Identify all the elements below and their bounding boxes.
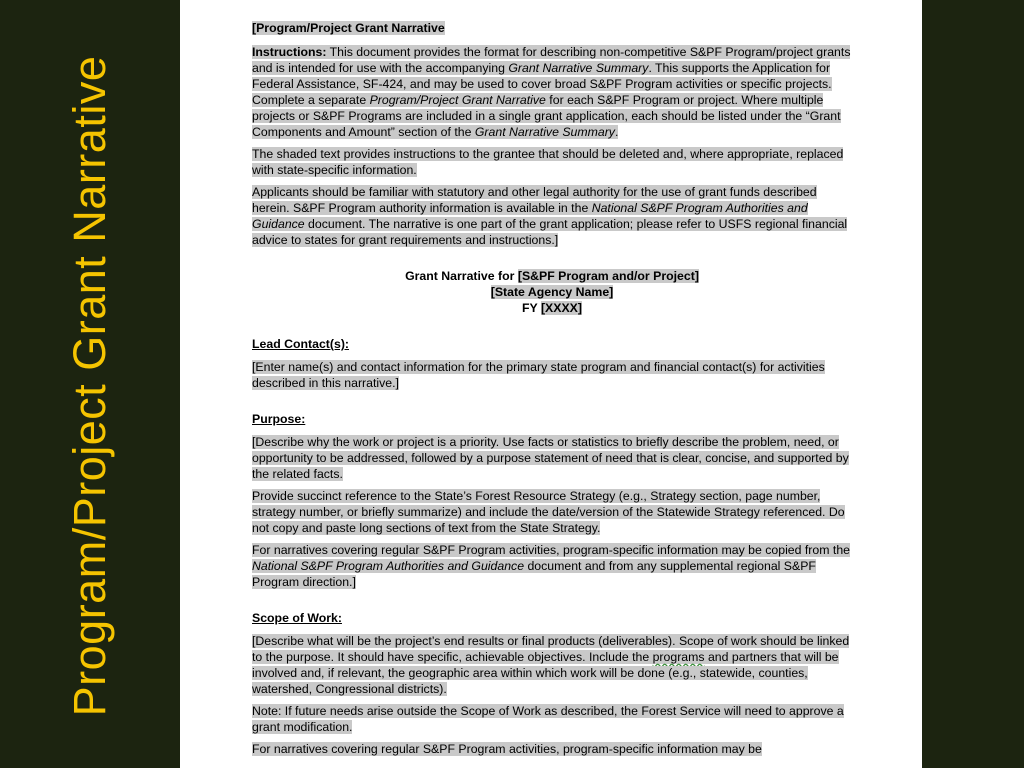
lead-contact-heading: Lead Contact(s): xyxy=(252,337,350,351)
slide-title-panel xyxy=(0,0,180,768)
purpose-paragraph-2: Provide succinct reference to the State’s Forest Resource Strategy (e.g., Strategy section, page number, strategy number, or briefly summarize) and include the date/version of the Statewide Strategy referenced. Do not copy and paste long sections of text from the State Strategy. xyxy=(252,489,845,535)
scope-of-work-heading: Scope of Work: xyxy=(252,611,342,625)
purpose-heading: Purpose: xyxy=(252,412,306,426)
authority-paragraph: Applicants should be familiar with statutory and other legal authority for the use of grant funds described herein. S&PF Program authority information is available in the National S&PF Program Authorities and Guidance document. The narrative is one part of the grant application; please refer to USFS regional financial advice to states for grant requirements and instructions.] xyxy=(252,185,848,247)
spellcheck-word: programs xyxy=(652,650,705,664)
document-heading: [Program/Project Grant Narrative xyxy=(252,21,445,35)
agency-placeholder: [State Agency Name] xyxy=(490,285,614,299)
narrative-title-block: Grant Narrative for [S&PF Program and/or Project] [State Agency Name] FY [XXXX] xyxy=(405,269,699,315)
program-placeholder: [S&PF Program and/or Project] xyxy=(517,269,699,283)
document-content xyxy=(252,20,852,763)
shaded-text-note: The shaded text provides instructions to the grantee that should be deleted and, where appropriate, replaced with state-specific information. xyxy=(252,147,844,177)
right-margin-panel xyxy=(922,0,1024,768)
document-page xyxy=(180,0,922,768)
scope-paragraph-1: [Describe what will be the project’s end results or final products (deliverables). Scope of work should be linked to the purpose. It should have specific, achievable objectives. Include the programs and partners that will be involved and, if relevant, the geographic area within which work will be done (e.g., statewide, counties, watershed, Congressional districts). xyxy=(252,634,850,696)
purpose-paragraph-3: For narratives covering regular S&PF Program activities, program-specific information may be copied from the National S&PF Program Authorities and Guidance document and from any supplemental regional S&PF Program direction.] xyxy=(252,543,850,589)
scope-paragraph-3: For narratives covering regular S&PF Program activities, program-specific information may be xyxy=(252,742,762,756)
fiscal-year-placeholder: [XXXX] xyxy=(540,301,582,315)
instructions-label: Instructions: xyxy=(252,45,327,59)
slide-title: Program/Project Grant Narrative xyxy=(64,55,115,717)
purpose-paragraph-1: [Describe why the work or project is a priority. Use facts or statistics to briefly describe the problem, need, or opportunity to be addressed, followed by a purpose statement of need that is clear, concise, and supported by the related facts. xyxy=(252,435,849,481)
instructions-paragraph: Instructions: This document provides the format for describing non-competitive S&PF Program/project grants and is intended for use with the accompanying Grant Narrative Summary. This supports the Application for Federal Assistance, SF-424, and may be used to cover broad S&PF Program activities or specific projects. Complete a separate Program/Project Grant Narrative for each S&PF Program or project. Where multiple projects or S&PF Programs are included in a single grant application, each should be listed under the “Grant Components and Amount” section of the Grant Narrative Summary. xyxy=(252,45,851,139)
lead-contact-text: [Enter name(s) and contact information for the primary state program and financial contact(s) for activities described in this narrative.] xyxy=(252,360,825,390)
scope-paragraph-2: Note: If future needs arise outside the Scope of Work as described, the Forest Service will need to approve a grant modification. xyxy=(252,704,844,734)
